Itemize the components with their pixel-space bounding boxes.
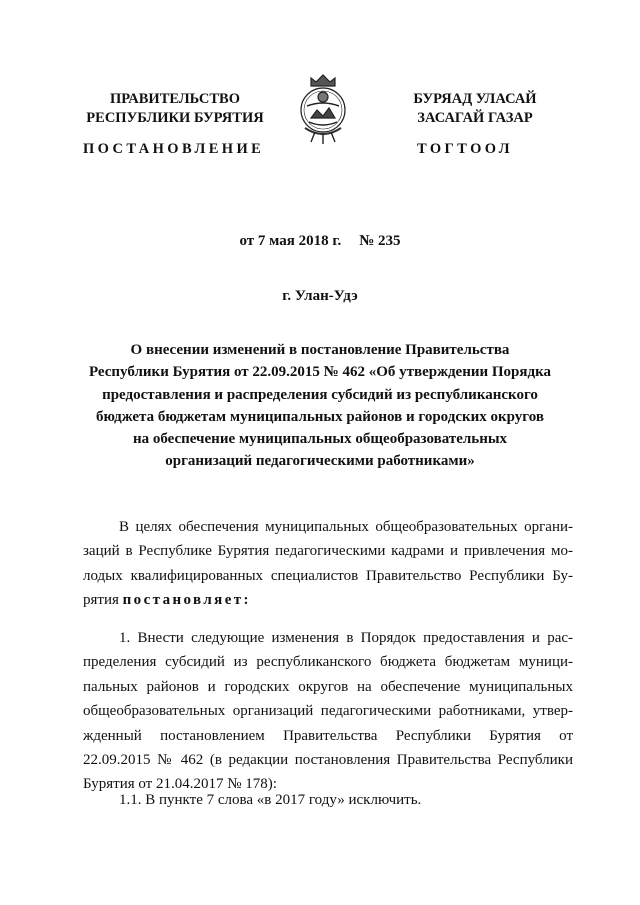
header-right-doc-type: ТОГТООЛ xyxy=(417,141,513,157)
header-right-org xyxy=(370,90,580,128)
paragraph-line: 1. Внести следующие изменения в Порядок предоставления и рас- xyxy=(119,630,573,646)
title-line: О внесении изменений в постановление Правительства xyxy=(130,342,510,358)
paragraph-line: пальных районов и городских округов на обеспечение муниципальных xyxy=(83,678,573,695)
paragraph-line: Бурятия от 21.04.2017 № 178): xyxy=(83,776,277,793)
city-line: г. Улан-Удэ xyxy=(282,288,358,304)
title-line: бюджета бюджетам муниципальных районов и городских округов xyxy=(96,408,544,425)
item-1-1-paragraph xyxy=(83,788,573,812)
title-line: организаций педагогическими работниками» xyxy=(165,453,475,470)
header-right-line1: БУРЯАД УЛАСАЙ xyxy=(413,91,537,107)
document-date: от 7 мая 2018 г. xyxy=(239,233,342,249)
paragraph-line: 22.09.2015 № 462 (в редакции постановления Правительства Республики xyxy=(83,752,573,769)
paragraph-line: пределения субсидий из республиканского бюджета бюджетам муници- xyxy=(83,654,573,671)
title-line: предоставления и распределения субсидий из республиканского xyxy=(102,386,538,403)
paragraph-line: 1.1. В пункте 7 слова «в 2017 году» исключить. xyxy=(119,792,422,808)
title-line: на обеспечение муниципальных общеобразовательных xyxy=(132,431,508,448)
paragraph-line: заций в Республике Бурятия педагогическими кадрами и привлечения мо- xyxy=(83,543,573,560)
header-left-line2: РЕСПУБЛИКИ БУРЯТИЯ xyxy=(86,110,264,126)
paragraph-line: жденный постановлением Правительства Республики Бурятия от xyxy=(83,727,573,744)
item-1-paragraph xyxy=(83,626,573,797)
decree-word: постановляет: xyxy=(122,592,251,609)
document-title xyxy=(70,339,570,473)
paragraph-line: общеобразовательных организаций педагогическими работниками, утвер- xyxy=(83,703,573,720)
preamble-paragraph xyxy=(83,515,573,613)
header-left-line1: ПРАВИТЕЛЬСТВО xyxy=(110,91,240,107)
paragraph-line: лодых квалифицированных специалистов Правительство Республики Бу- xyxy=(83,567,573,584)
header-left-org xyxy=(70,90,280,128)
header-left-doc-type: ПОСТАНОВЛЕНИЕ xyxy=(83,141,265,157)
paragraph-line xyxy=(83,588,573,612)
document-number: № 235 xyxy=(359,233,401,249)
header-right-line2: ЗАСАГАЙ ГАЗАР xyxy=(417,110,533,126)
coat-of-arms-icon xyxy=(297,70,349,150)
date-number-line xyxy=(0,233,640,250)
paragraph-line-prefix: рятия xyxy=(83,592,123,609)
title-line: Республики Бурятия от 22.09.2015 № 462 «Об утверждении Порядка xyxy=(88,364,552,381)
paragraph-line: В целях обеспечения муниципальных общеобразовательных органи- xyxy=(119,519,573,535)
